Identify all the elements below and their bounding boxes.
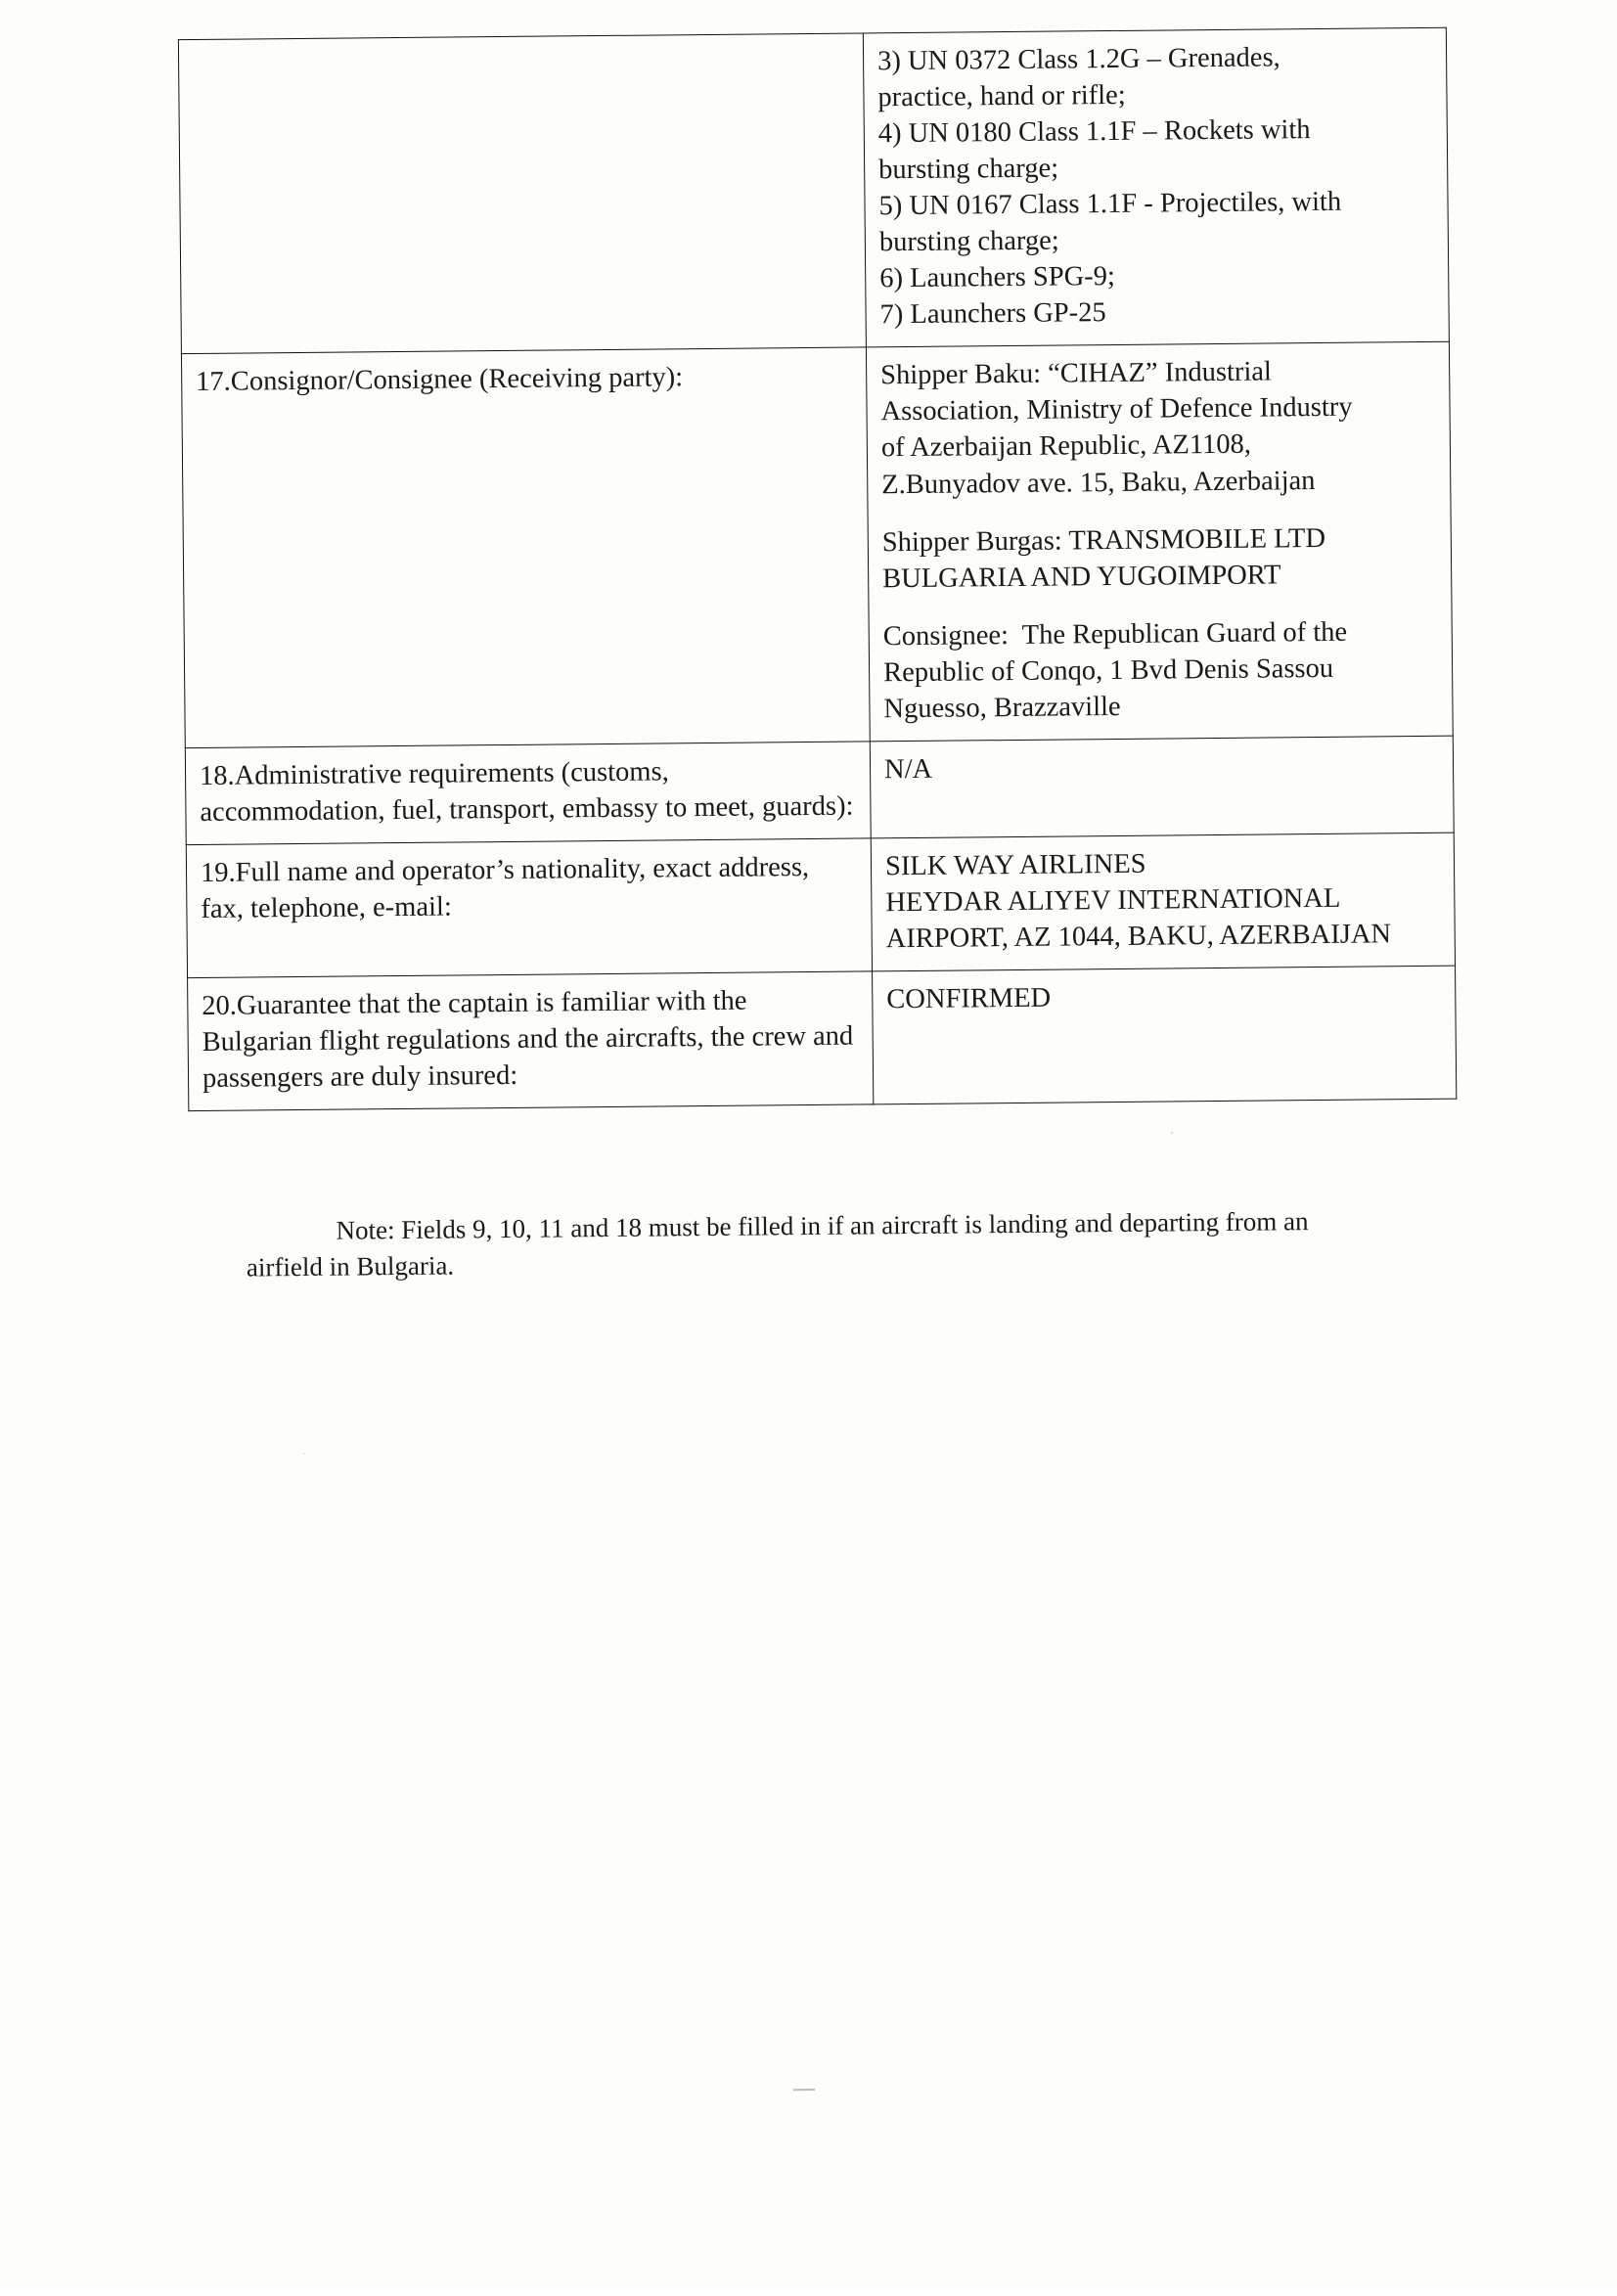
- value-line: 7) Launchers GP-25: [879, 297, 1106, 331]
- value-line: Republic of Conqo, 1 Bvd Denis Sassou: [882, 653, 1334, 688]
- table-row: [178, 27, 1449, 354]
- value-line: HEYDAR ALIYEV INTERNATIONAL: [885, 882, 1341, 919]
- value-line: Nguesso, Brazzaville: [883, 691, 1121, 725]
- value-line: 3) UN 0372 Class 1.2G – Grenades,: [876, 42, 1280, 77]
- value-line: bursting charge;: [878, 225, 1059, 258]
- value-line: practice, hand or rifle;: [877, 79, 1126, 113]
- form-note: [246, 1202, 1450, 1285]
- scan-artifact: [793, 2089, 815, 2091]
- table-row: [186, 833, 1455, 978]
- administrative-requirements-label-cell: 18.Administrative requirements (customs, accommodation, fuel, transport, embassy to meet, guards):: [185, 742, 871, 845]
- table-row: [181, 342, 1453, 748]
- value-line: Association, Ministry of Defence Industry: [880, 392, 1353, 428]
- value-line: Shipper Burgas: TRANSMOBILE LTD: [881, 522, 1326, 558]
- value-line: 6) Launchers SPG-9;: [879, 261, 1116, 294]
- captain-guarantee-label-cell: 20.Guarantee that the captain is familiar with the Bulgarian flight regulations and the aircrafts, the crew and passengers are duly insured:: [188, 971, 874, 1111]
- value-line: N/A: [883, 753, 933, 786]
- value-line: bursting charge;: [878, 153, 1059, 186]
- operator-details-value-cell: [871, 833, 1455, 971]
- value-line: BULGARIA AND YUGOIMPORT: [882, 559, 1281, 594]
- value-line: CONFIRMED: [886, 982, 1052, 1015]
- table-row: [188, 966, 1457, 1111]
- administrative-requirements-value-cell: [870, 736, 1454, 838]
- scan-speck: [303, 1453, 305, 1455]
- dangerous-goods-label-cell: [178, 33, 866, 354]
- captain-guarantee-value-cell: [873, 966, 1457, 1104]
- flight-clearance-form-table: [178, 27, 1457, 1112]
- value-line: Z.Bunyadov ave. 15, Baku, Azerbaijan: [881, 465, 1316, 500]
- table-row: [185, 736, 1454, 845]
- value-line: SILK WAY AIRLINES: [884, 848, 1146, 882]
- note-line-2: airfield in Bulgaria.: [246, 1250, 455, 1283]
- dangerous-goods-value-cell: [863, 27, 1449, 347]
- consignor-consignee-value-cell: [866, 342, 1453, 742]
- note-line-1: Note: Fields 9, 10, 11 and 18 must be filled in if an aircraft is landing and departing from an: [336, 1206, 1309, 1245]
- value-line: of Azerbaijan Republic, AZ1108,: [880, 429, 1252, 464]
- value-line: 5) UN 0167 Class 1.1F - Projectiles, with: [878, 186, 1342, 222]
- value-line: Consignee: The Republican Guard of the: [882, 616, 1348, 652]
- note-indent: [247, 1239, 337, 1240]
- value-line: AIRPORT, AZ 1044, BAKU, AZERBAIJAN: [885, 919, 1392, 955]
- scan-speck: [1171, 1131, 1174, 1134]
- value-line: Shipper Baku: “CIHAZ” Industrial: [880, 356, 1273, 391]
- value-line: 4) UN 0180 Class 1.1F – Rockets with: [877, 114, 1311, 150]
- operator-details-label-cell: 19.Full name and operator’s nationality, exact address, fax, telephone, e-mail:: [186, 838, 872, 978]
- consignor-consignee-label-cell: 17.Consignor/Consignee (Receiving party):: [181, 347, 870, 747]
